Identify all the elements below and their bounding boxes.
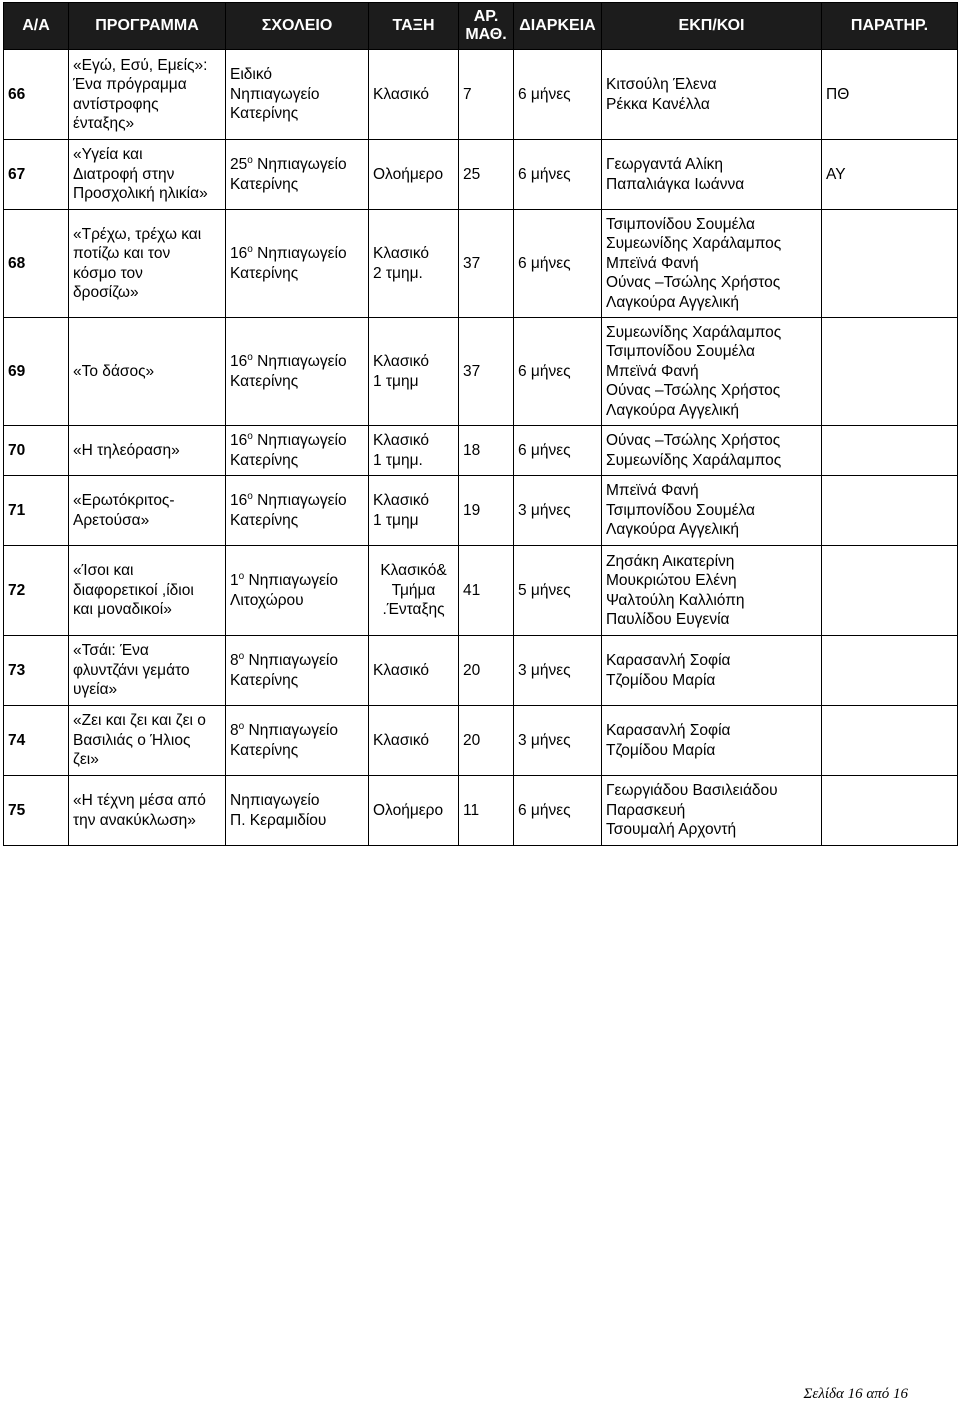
table-row — [4, 546, 958, 636]
header-program: ΠΡΟΓΡΑΜΜΑ — [69, 3, 226, 50]
row-number: 71 — [4, 476, 69, 546]
class-type: Ολοήμερο — [369, 140, 459, 210]
row-number: 69 — [4, 318, 69, 426]
program-name: «Ζει και ζει και ζει ο Βασιλιάς ο Ήλιος ζει» — [69, 706, 226, 776]
header-school: ΣΧΟΛΕΙΟ — [226, 3, 369, 50]
program-name: «Τρέχω, τρέχω και ποτίζω και τον κόσμο τον δροσίζω» — [69, 210, 226, 318]
notes — [822, 210, 958, 318]
duration: 6 μήνες — [514, 318, 602, 426]
school-text: Νηπιαγωγείο Κατερίνης — [230, 432, 347, 469]
header-aa: Α/Α — [4, 3, 69, 50]
duration: 6 μήνες — [514, 50, 602, 140]
notes — [822, 546, 958, 636]
program-name: «Υγεία και Διατροφή στην Προσχολική ηλικία» — [69, 140, 226, 210]
school-text: Νηπιαγωγείο Κατερίνης — [230, 245, 347, 282]
table-row — [4, 636, 958, 706]
duration: 6 μήνες — [514, 140, 602, 210]
teachers: Καρασανλή Σοφία Τζομίδου Μαρία — [602, 706, 822, 776]
student-count: 41 — [459, 546, 514, 636]
duration: 3 μήνες — [514, 706, 602, 776]
row-number: 70 — [4, 426, 69, 476]
school-number-suffix: ο — [247, 430, 253, 442]
teachers: Μπεϊνά Φανή Τσιμπονίδου Σουμέλα Λαγκούρα Αγγελική — [602, 476, 822, 546]
row-number: 75 — [4, 776, 69, 846]
page-footer: Σελίδα 16 από 16 — [803, 1386, 908, 1402]
class-type: Κλασικό — [369, 636, 459, 706]
teachers: Ζησάκη Αικατερίνη Μουκριώτου Ελένη Ψαλτούλη Καλλιόπη Παυλίδου Ευγενία — [602, 546, 822, 636]
teachers: Γεωργαντά Αλίκη Παπαλιάγκα Ιωάννα — [602, 140, 822, 210]
programs-table — [3, 2, 958, 846]
class-type: Ολοήμερο — [369, 776, 459, 846]
header-class: ΤΑΞΗ — [369, 3, 459, 50]
school-name — [226, 776, 369, 846]
program-name: «Ίσοι και διαφορετικοί ,ίδιοι και μοναδικοί» — [69, 546, 226, 636]
table-body — [4, 50, 958, 846]
program-name: «Η τηλεόραση» — [69, 426, 226, 476]
row-number: 66 — [4, 50, 69, 140]
school-number-suffix: ο — [247, 243, 253, 255]
school-number-suffix: ο — [238, 650, 245, 662]
school-name — [226, 636, 369, 706]
school-number-suffix: ο — [247, 154, 253, 166]
teachers: Καρασανλή Σοφία Τζομίδου Μαρία — [602, 636, 822, 706]
school-name — [226, 476, 369, 546]
program-name: «Ερωτόκριτος- Αρετούσα» — [69, 476, 226, 546]
row-number: 68 — [4, 210, 69, 318]
school-number: 8 — [230, 652, 239, 669]
school-text: Νηπιαγωγείο Π. Κεραμιδίου — [230, 792, 327, 829]
school-text: Νηπιαγωγείο Κατερίνης — [230, 353, 347, 390]
school-text: Νηπιαγωγείο Κατερίνης — [230, 652, 338, 689]
school-name — [226, 50, 369, 140]
school-number: 16 — [230, 353, 248, 370]
teachers: Κιτσούλη Έλενα Ρέκκα Κανέλλα — [602, 50, 822, 140]
school-text: Νηπιαγωγείο Κατερίνης — [230, 722, 338, 759]
duration: 6 μήνες — [514, 210, 602, 318]
duration: 6 μήνες — [514, 776, 602, 846]
row-number: 72 — [4, 546, 69, 636]
school-name — [226, 426, 369, 476]
school-text: Ειδικό Νηπιαγωγείο Κατερίνης — [230, 66, 320, 123]
school-name — [226, 210, 369, 318]
duration: 5 μήνες — [514, 546, 602, 636]
student-count: 7 — [459, 50, 514, 140]
school-number-suffix: ο — [247, 351, 253, 363]
student-count: 25 — [459, 140, 514, 210]
school-name — [226, 318, 369, 426]
notes — [822, 426, 958, 476]
student-count: 37 — [459, 210, 514, 318]
school-name — [226, 140, 369, 210]
row-number: 73 — [4, 636, 69, 706]
school-number: 8 — [230, 722, 239, 739]
duration: 3 μήνες — [514, 636, 602, 706]
duration: 3 μήνες — [514, 476, 602, 546]
program-name: «Το δάσος» — [69, 318, 226, 426]
notes — [822, 776, 958, 846]
duration: 6 μήνες — [514, 426, 602, 476]
teachers: Τσιμπονίδου Σουμέλα Συμεωνίδης Χαράλαμπος Μπεϊνά Φανή Ούνας –Τσώλης Χρήστος Λαγκούρα Αγγελική — [602, 210, 822, 318]
teachers: Ούνας –Τσώλης Χρήστος Συμεωνίδης Χαράλαμπος — [602, 426, 822, 476]
school-number: 16 — [230, 432, 248, 449]
row-number: 74 — [4, 706, 69, 776]
row-number: 67 — [4, 140, 69, 210]
program-name: «Εγώ, Εσύ, Εμείς»: Ένα πρόγραμμα αντίστροφης ένταξης» — [69, 50, 226, 140]
table-row — [4, 50, 958, 140]
class-type: Κλασικό 2 τμημ. — [369, 210, 459, 318]
school-text: Νηπιαγωγείο Κατερίνης — [230, 156, 347, 193]
table-row — [4, 706, 958, 776]
notes — [822, 636, 958, 706]
header-duration: ΔΙΑΡΚΕΙΑ — [514, 3, 602, 50]
header-students: ΑΡ. ΜΑΘ. — [459, 3, 514, 50]
class-type: Κλασικό — [369, 50, 459, 140]
school-name — [226, 706, 369, 776]
header-row — [4, 3, 958, 50]
school-number-suffix: ο — [238, 570, 245, 582]
notes — [822, 476, 958, 546]
table-row — [4, 476, 958, 546]
table-row — [4, 210, 958, 318]
header-teachers: ΕΚΠ/ΚΟΙ — [602, 3, 822, 50]
notes: ΑΥ — [822, 140, 958, 210]
student-count: 19 — [459, 476, 514, 546]
student-count: 37 — [459, 318, 514, 426]
school-text: Νηπιαγωγείο Λιτοχώρου — [230, 572, 338, 609]
table-row — [4, 776, 958, 846]
table-row — [4, 140, 958, 210]
school-number-suffix: ο — [247, 490, 253, 502]
program-name: «Τσάι: Ένα φλυντζάνι γεμάτο υγεία» — [69, 636, 226, 706]
table-row — [4, 318, 958, 426]
notes: ΠΘ — [822, 50, 958, 140]
notes — [822, 318, 958, 426]
student-count: 20 — [459, 636, 514, 706]
school-number: 25 — [230, 156, 248, 173]
table-row — [4, 426, 958, 476]
class-type: Κλασικό& Τμήμα .Ένταξης — [369, 546, 459, 636]
notes — [822, 706, 958, 776]
student-count: 20 — [459, 706, 514, 776]
school-name — [226, 546, 369, 636]
school-number-suffix: ο — [238, 720, 245, 732]
program-name: «Η τέχνη μέσα από την ανακύκλωση» — [69, 776, 226, 846]
class-type: Κλασικό 1 τμημ — [369, 318, 459, 426]
class-type: Κλασικό — [369, 706, 459, 776]
class-type: Κλασικό 1 τμημ. — [369, 426, 459, 476]
teachers: Συμεωνίδης Χαράλαμπος Τσιμπονίδου Σουμέλα Μπεϊνά Φανή Ούνας –Τσώλης Χρήστος Λαγκούρα Αγγελική — [602, 318, 822, 426]
school-number: 16 — [230, 492, 248, 509]
school-number: 16 — [230, 245, 248, 262]
teachers: Γεωργιάδου Βασιλειάδου Παρασκευή Τσουμαλή Αρχοντή — [602, 776, 822, 846]
header-notes: ΠΑΡΑΤΗΡ. — [822, 3, 958, 50]
student-count: 11 — [459, 776, 514, 846]
student-count: 18 — [459, 426, 514, 476]
school-text: Νηπιαγωγείο Κατερίνης — [230, 492, 347, 529]
class-type: Κλασικό 1 τμημ — [369, 476, 459, 546]
school-number: 1 — [230, 572, 239, 589]
